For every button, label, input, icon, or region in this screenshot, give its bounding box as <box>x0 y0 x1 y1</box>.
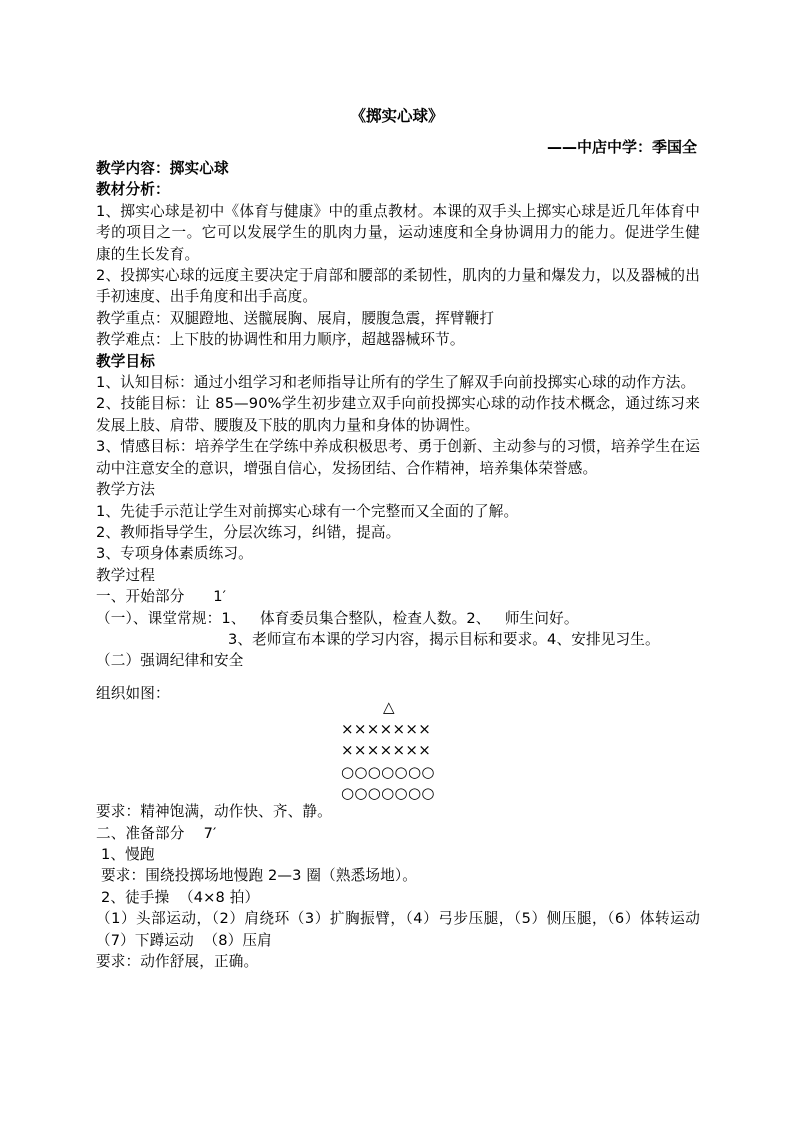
objective-cognitive: 1、认知目标：通过小组学习和老师指导让所有的学生了解双手向前投掷实心球的动作方法。 <box>96 374 696 392</box>
formation-row: ○○○○○○○ <box>341 762 435 781</box>
formation-row: ××××××× <box>341 741 432 759</box>
requirement-2: 要求：动作舒展，正确。 <box>96 953 259 970</box>
jog-requirement: 要求：围绕投掷场地慢跑 2—3 圈（熟悉场地）。 <box>101 867 418 885</box>
objectives-heading: 教学目标 <box>96 352 155 370</box>
formation-label: 组织如图： <box>96 684 170 702</box>
methods-heading: 教学方法 <box>96 481 155 499</box>
author-line: ——中店中学：季国全 <box>546 138 697 156</box>
routine-line-1: （一）、课堂常规：1、 体育委员集合整队，检查人数。2、 师生问好。 <box>96 609 579 627</box>
difficulties: 教学难点：上下肢的协调性和用力顺序，超越器械环节。 <box>96 331 465 349</box>
routine-line-3: （二）强调纪律和安全 <box>96 652 244 670</box>
method-3: 3、专项身体素质练习。 <box>96 545 253 563</box>
document-title: 《掷实心球》 <box>350 107 444 125</box>
jog-item: 1、慢跑 <box>101 845 155 863</box>
objective-skill: 2、技能目标：让 85—90%学生初步建立双手向前投掷实心球的动作技术概念，通过练习来发展上肢、肩带、腰腹及下肢的肌肉力量和身体的协调性。 <box>96 395 700 434</box>
exercise-item: 2、徒手操 （4×8 拍） <box>101 888 260 906</box>
spacer <box>96 672 700 683</box>
content-heading: 教学内容：掷实心球 <box>96 160 229 177</box>
analysis-heading: 教材分析： <box>96 181 170 199</box>
routine-line-2: 3、老师宣布本课的学习内容，揭示目标和要求。4、安排见习生。 <box>228 630 660 648</box>
process-heading: 教学过程 <box>96 566 155 584</box>
analysis-paragraph-1: 1、掷实心球是初中《体育与健康》中的重点教材。本课的双手头上掷实心球是近几年体育中考的项目之一。它可以发展学生的肌肉力量，运动速度和全身协调用力的能力。促进学生健康的生长发育。 <box>96 202 700 263</box>
formation-row: ××××××× <box>341 719 432 738</box>
method-1: 1、先徒手示范让学生对前掷实心球有一个完整而又全面的了解。 <box>96 502 519 520</box>
document-body <box>96 158 700 972</box>
part-2-heading: 二、准备部分 7′ <box>96 824 217 842</box>
analysis-paragraph-2: 2、投掷实心球的远度主要决定于肩部和腰部的柔韧性，肌肉的力量和爆发力，以及器械的出手初速度、出手角度和出手高度。 <box>96 267 700 306</box>
requirement-1: 要求：精神饱满，动作快、齐、静。 <box>96 803 332 821</box>
exercise-list: （1）头部运动，（2）肩绕环（3）扩胸振臂，（4）弓步压腿，（5）侧压腿，（6）体转运动（7）下蹲运动 （8）压肩 <box>96 910 700 949</box>
teacher-marker: △ <box>383 698 395 716</box>
key-points: 教学重点：双腿蹬地、送髋展胸、展肩，腰腹急震，挥臂鞭打 <box>96 309 495 327</box>
formation-row: ○○○○○○○ <box>341 784 435 802</box>
part-1-heading: 一、开始部分 1′ <box>96 588 227 606</box>
objective-emotional: 3、情感目标：培养学生在学练中养成积极思考、勇于创新、主动参与的习惯，培养学生在运动中注意安全的意识，增强自信心，发扬团结、合作精神，培养集体荣誉感。 <box>96 438 700 477</box>
method-2: 2、教师指导学生，分层次练习，纠错，提高。 <box>96 523 401 541</box>
formation-diagram <box>341 697 435 805</box>
